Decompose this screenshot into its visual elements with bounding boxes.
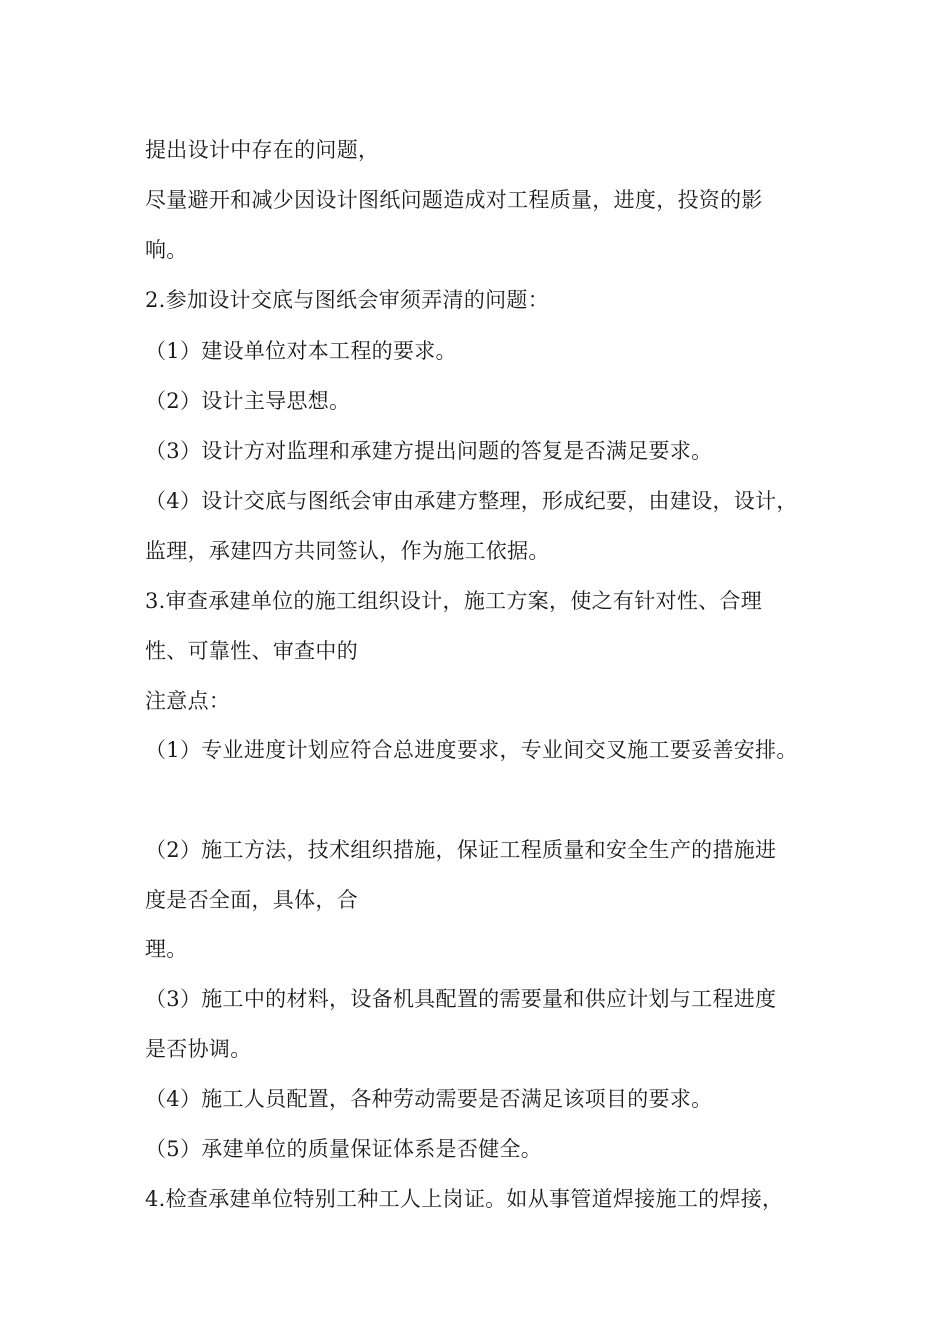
list-item: （1）建设单位对本工程的要求。 <box>145 339 457 363</box>
text-line: 监理，承建四方共同签认，作为施工依据。 <box>145 539 550 563</box>
list-item: （4）施工人员配置，各种劳动需要是否满足该项目的要求。 <box>145 1087 713 1111</box>
text-line: 尽量避开和减少因设计图纸问题造成对工程质量，进度，投资的影 <box>145 188 763 212</box>
list-item: （2）施工方法，技术组织措施，保证工程质量和安全生产的措施进 <box>145 838 777 862</box>
text-line: 度是否全面，具体，合 <box>145 888 358 912</box>
text-line: 性、可靠性、审查中的 <box>145 639 358 663</box>
list-item: （2）设计主导思想。 <box>145 389 351 413</box>
text-line: 是否协调。 <box>145 1037 252 1061</box>
text-line: 注意点： <box>145 689 231 713</box>
list-item: （3）设计方对监理和承建方提出问题的答复是否满足要求。 <box>145 439 713 463</box>
list-item: （3）施工中的材料，设备机具配置的需要量和供应计划与工程进度 <box>145 987 777 1011</box>
section-heading: 2.参加设计交底与图纸会审须弄清的问题： <box>145 288 550 312</box>
text-line: 提出设计中存在的问题， <box>145 138 380 162</box>
list-item: （1）专业进度计划应符合总进度要求，专业间交叉施工要妥善安排。 <box>145 738 798 762</box>
list-item: （5）承建单位的质量保证体系是否健全。 <box>145 1137 543 1161</box>
text-line: 响。 <box>145 238 188 262</box>
text-line: 理。 <box>145 937 188 961</box>
section-heading: 4.检查承建单位特别工种工人上岗证。如从事管道焊接施工的焊接， <box>145 1187 784 1211</box>
section-heading: 3.审查承建单位的施工组织设计，施工方案，使之有针对性、合理 <box>145 589 763 613</box>
list-item: （4）设计交底与图纸会审由承建方整理，形成纪要，由建设，设计， <box>145 489 798 513</box>
